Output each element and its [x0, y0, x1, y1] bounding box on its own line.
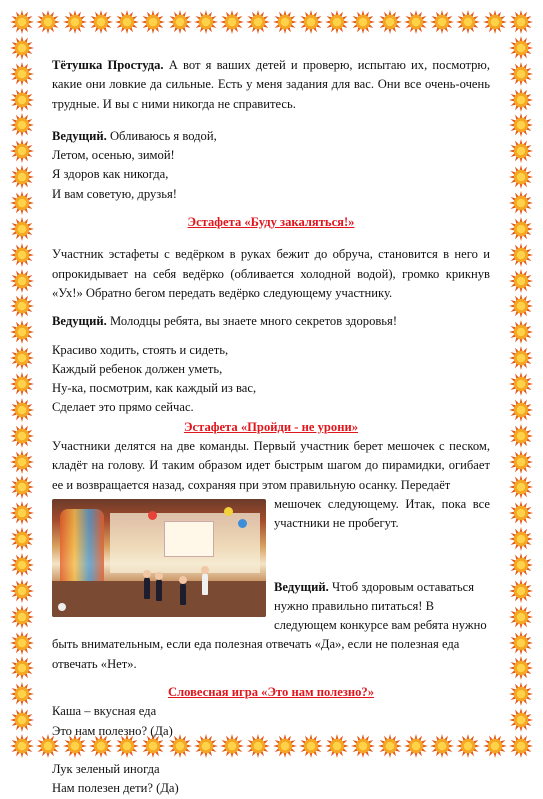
sun-icon	[89, 10, 113, 34]
sun-icon	[10, 294, 34, 318]
sun-icon	[10, 372, 34, 396]
sun-icon	[509, 165, 533, 189]
sun-icon	[63, 10, 87, 34]
relay-heading-1: Эстафета «Буду закаляться!»	[187, 215, 355, 230]
document-body	[52, 56, 490, 799]
speaker-label: Ведущий.	[52, 314, 107, 329]
sun-icon	[509, 527, 533, 551]
sun-icon	[36, 10, 60, 34]
sun-icon	[10, 708, 34, 732]
sun-icon	[10, 36, 34, 60]
sun-icon	[351, 10, 375, 34]
sun-icon	[10, 682, 34, 706]
sun-icon	[509, 113, 533, 137]
sun-icon	[10, 656, 34, 680]
sun-icon	[509, 682, 533, 706]
speaker-label: Тётушка Простуда.	[52, 58, 164, 72]
sun-icon	[10, 605, 34, 629]
sun-icon	[430, 10, 454, 34]
sun-icon	[509, 398, 533, 422]
sun-icon	[10, 269, 34, 293]
sun-icon	[10, 631, 34, 655]
game-line: Нам полезен дети? (Да)	[52, 781, 179, 796]
sun-icon	[10, 217, 34, 241]
sun-icon	[404, 10, 428, 34]
relay-description-1: Участник эстафеты с ведёрком в руках бежит до обруча, становится в него и опрокидывает на себя ведёрко (обливается холодной водой), громко крикнув «Ух!» Обратно бегом передать ведёрко следующему участнику.	[52, 247, 490, 300]
sun-icon	[325, 10, 349, 34]
sun-icon	[509, 320, 533, 344]
sun-icon	[509, 346, 533, 370]
sun-icon	[509, 631, 533, 655]
sun-icon	[509, 656, 533, 680]
sun-icon	[509, 62, 533, 86]
gym-photo	[52, 499, 266, 617]
sun-icon	[10, 398, 34, 422]
sun-icon	[220, 10, 244, 34]
poem-line: Обливаюсь я водой,	[106, 128, 217, 143]
sun-icon	[509, 269, 533, 293]
poem-line: Летом, осенью, зимой!	[52, 148, 175, 163]
poem-line: Ну-ка, посмотрим, как каждый из вас,	[52, 381, 257, 396]
poem-line: Красиво ходить, стоять и сидеть,	[52, 342, 229, 357]
relay-description-2-start: Участники делятся на две команды. Первый участник берет мешочек с песком, кладёт на голову. И таким образом идет быстрым шагом до пирамидки, огибает ее и возвращается назад, сохраняя при этом правильную осанку. Передаёт	[52, 439, 490, 492]
sun-icon	[10, 88, 34, 112]
sun-icon	[10, 579, 34, 603]
sun-icon	[509, 139, 533, 163]
game-line: Каша – вкусная еда	[52, 704, 157, 719]
paragraph-aunt-cold	[52, 56, 490, 114]
sun-icon	[10, 475, 34, 499]
sun-icon	[10, 62, 34, 86]
sun-icon	[378, 10, 402, 34]
poem-line: Каждый ребенок должен уметь,	[52, 361, 223, 376]
sun-icon	[509, 191, 533, 215]
paragraph-text: Чтоб здоровым оставаться нужно правильно питаться! В следующем конкурсе вам ребята нужно быть внимательным, если еда полезная отвечать «Да», если не полезная еда отвечать «Нет».	[52, 579, 487, 671]
paragraph-text: Молодцы ребята, вы знаете много секретов здоровья!	[106, 314, 398, 329]
sun-icon	[509, 450, 533, 474]
sun-icon	[509, 88, 533, 112]
sun-icon	[10, 320, 34, 344]
sun-icon	[10, 553, 34, 577]
game-line: Лук зеленый иногда	[52, 761, 160, 776]
sun-icon	[10, 139, 34, 163]
sun-icon	[10, 243, 34, 267]
sun-icon	[273, 10, 297, 34]
game-line	[52, 741, 490, 760]
sun-icon	[509, 372, 533, 396]
speaker-label: Ведущий.	[274, 579, 329, 594]
sun-icon	[10, 424, 34, 448]
sun-icon	[456, 10, 480, 34]
sun-icon	[509, 36, 533, 60]
poem-line: Я здоров как никогда,	[52, 167, 169, 182]
sun-icon	[509, 243, 533, 267]
sun-icon	[509, 734, 533, 758]
sun-icon	[10, 450, 34, 474]
sun-icon	[246, 10, 270, 34]
sun-icon	[509, 475, 533, 499]
game-heading: Словесная игра «Это нам полезно?»	[167, 685, 375, 700]
relay-heading-2: Эстафета «Пройди - не урони»	[183, 419, 359, 434]
relay-block-2	[52, 437, 490, 674]
sun-icon	[10, 191, 34, 215]
sun-icon	[509, 217, 533, 241]
sun-icon	[10, 113, 34, 137]
sun-icon	[509, 10, 533, 34]
sun-icon	[10, 501, 34, 525]
camera-logo-icon	[58, 603, 66, 611]
sun-icon	[141, 10, 165, 34]
sun-icon	[509, 579, 533, 603]
sun-icon	[509, 553, 533, 577]
poem-line: И вам советую, друзья!	[52, 186, 177, 201]
sun-icon	[10, 346, 34, 370]
sun-icon	[115, 10, 139, 34]
sun-icon	[509, 424, 533, 448]
speaker-label: Ведущий.	[52, 128, 107, 143]
sun-icon	[10, 527, 34, 551]
host-praise	[52, 312, 490, 331]
paragraph-text: А вот я ваших детей и проверю, испытаю их, посмотрю, какие они ловкие да сильные. Есть у меня задания для вас. Они все очень-очень трудные. И вы с ними никогда не справитесь.	[52, 58, 490, 111]
sun-icon	[168, 10, 192, 34]
sun-icon	[10, 10, 34, 34]
poem-line: Сделает это прямо сейчас.	[52, 400, 194, 415]
sun-icon	[10, 734, 34, 758]
sun-icon	[509, 605, 533, 629]
game-line: Это нам полезно? (Да)	[52, 723, 173, 738]
sun-icon	[509, 501, 533, 525]
sun-icon	[194, 10, 218, 34]
relay-description-2-end: мешочек следующему. Итак, пока все участники не пробегут.	[274, 496, 490, 531]
sun-icon	[483, 10, 507, 34]
sun-icon	[509, 294, 533, 318]
sun-icon	[299, 10, 323, 34]
sun-icon	[509, 708, 533, 732]
host-poem-1	[52, 127, 490, 146]
sun-icon	[10, 165, 34, 189]
